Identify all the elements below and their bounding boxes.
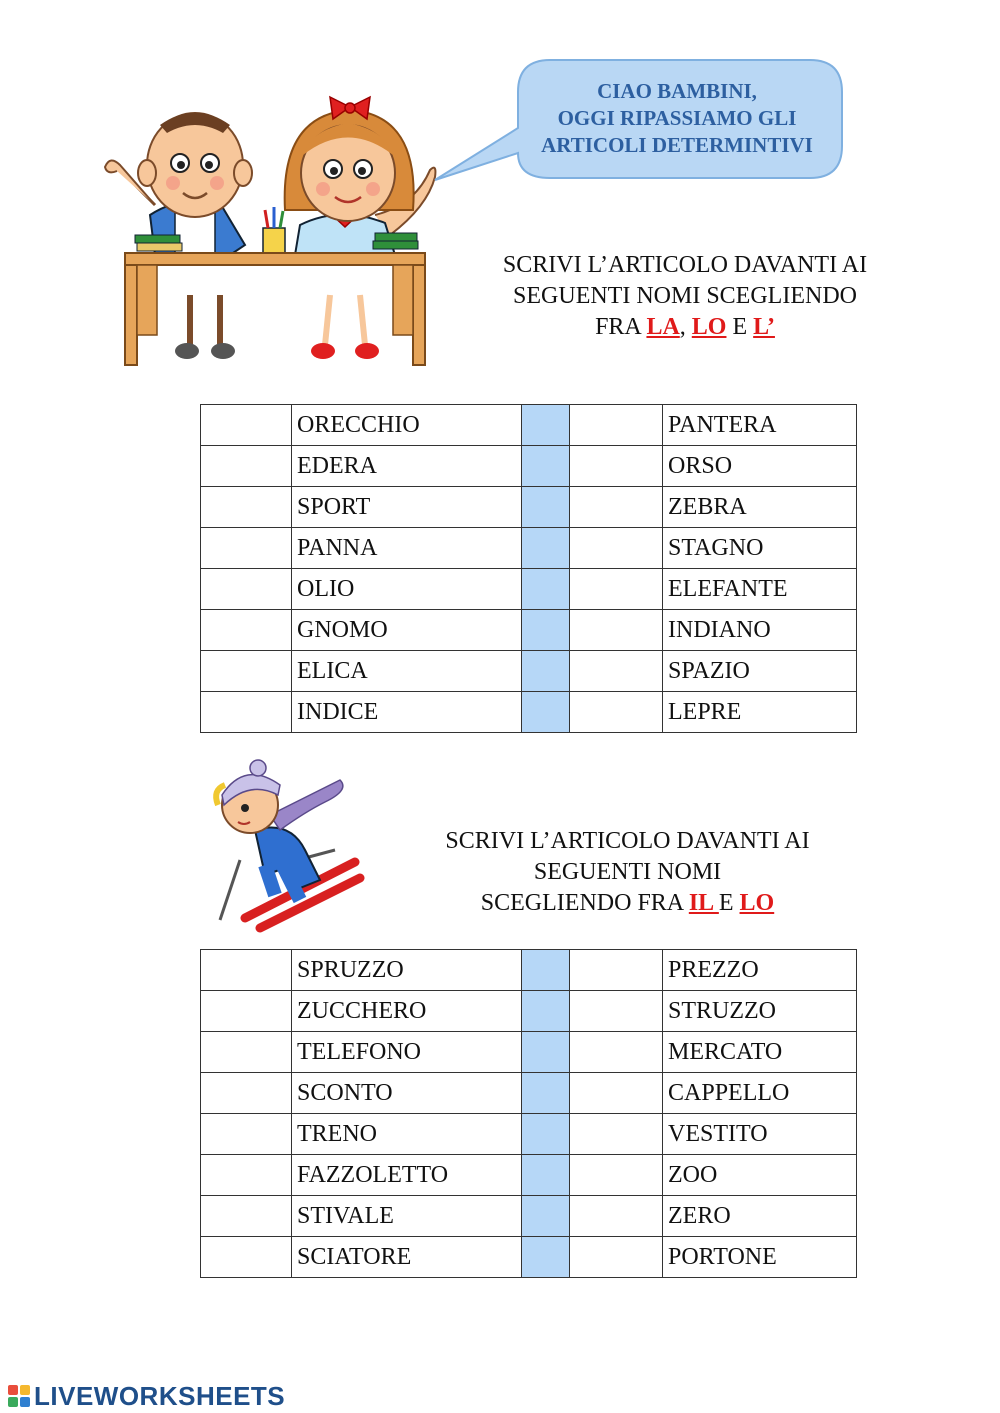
noun-right: PREZZO [663, 950, 857, 991]
spacer-cell [522, 1196, 570, 1237]
noun-left: SPORT [292, 487, 522, 528]
answer-input-left[interactable] [201, 1114, 292, 1155]
spacer-cell [522, 1237, 570, 1278]
answer-input-right[interactable] [570, 569, 663, 610]
noun-right: MERCATO [663, 1032, 857, 1073]
noun-right: INDIANO [663, 610, 857, 651]
noun-left: TRENO [292, 1114, 522, 1155]
spacer-cell [522, 991, 570, 1032]
table-row [201, 651, 857, 692]
answer-input-right[interactable] [570, 487, 663, 528]
noun-right: VESTITO [663, 1114, 857, 1155]
speech-line: OGGI RIPASSIAMO GLI [557, 106, 797, 130]
article-table-2 [200, 949, 857, 1278]
table-row [201, 487, 857, 528]
noun-left: ORECCHIO [292, 405, 522, 446]
answer-input-left[interactable] [201, 528, 292, 569]
instruction-1 [440, 250, 930, 343]
table-row [201, 1196, 857, 1237]
spacer-cell [522, 1073, 570, 1114]
instruction-2 [400, 826, 855, 919]
table-row [201, 950, 857, 991]
spacer-cell [522, 1032, 570, 1073]
answer-input-left[interactable] [201, 1237, 292, 1278]
spacer-cell [522, 487, 570, 528]
separator: , [679, 314, 692, 340]
conjunction: E [726, 314, 754, 340]
noun-left: EDERA [292, 446, 522, 487]
table-row [201, 1237, 857, 1278]
answer-input-right[interactable] [570, 651, 663, 692]
logo-text: LIVEWORKSHEETS [34, 1380, 286, 1411]
spacer-cell [522, 651, 570, 692]
table-row [201, 1073, 857, 1114]
spacer-cell [522, 692, 570, 733]
answer-input-left[interactable] [201, 991, 292, 1032]
noun-left: STIVALE [292, 1196, 522, 1237]
table-row [201, 610, 857, 651]
answer-input-right[interactable] [570, 405, 663, 446]
noun-right: ZEBRA [663, 487, 857, 528]
noun-left: SCONTO [292, 1073, 522, 1114]
answer-input-left[interactable] [201, 1073, 292, 1114]
noun-left: FAZZOLETTO [292, 1155, 522, 1196]
answer-input-left[interactable] [201, 405, 292, 446]
answer-input-left[interactable] [201, 1155, 292, 1196]
answer-input-left[interactable] [201, 651, 292, 692]
skier-illustration [200, 750, 365, 935]
option-lo: LO [691, 314, 727, 340]
table-row [201, 446, 857, 487]
noun-left: SPRUZZO [292, 950, 522, 991]
answer-input-left[interactable] [201, 610, 292, 651]
noun-right: ZERO [663, 1196, 857, 1237]
table-row [201, 1032, 857, 1073]
answer-input-right[interactable] [570, 1196, 663, 1237]
table-row [201, 528, 857, 569]
speech-line: CIAO BAMBINI, [597, 79, 757, 103]
answer-input-right[interactable] [570, 610, 663, 651]
instruction-options-line [440, 312, 930, 343]
answer-input-left[interactable] [201, 446, 292, 487]
spacer-cell [522, 405, 570, 446]
table-row [201, 1114, 857, 1155]
noun-left: OLIO [292, 569, 522, 610]
table-row [201, 1155, 857, 1196]
conjunction: E [718, 890, 740, 916]
instruction-line: SCRIVI L’ARTICOLO DAVANTI AI [502, 252, 868, 278]
noun-right: PORTONE [663, 1237, 857, 1278]
answer-input-left[interactable] [201, 950, 292, 991]
spacer-cell [522, 1114, 570, 1155]
noun-right: ELEFANTE [663, 569, 857, 610]
kids-at-desk-illustration [95, 95, 445, 370]
liveworksheets-logo-icon [7, 1384, 31, 1408]
spacer-cell [522, 610, 570, 651]
answer-input-left[interactable] [201, 569, 292, 610]
spacer-cell [522, 446, 570, 487]
answer-input-left[interactable] [201, 487, 292, 528]
spacer-cell [522, 1155, 570, 1196]
answer-input-right[interactable] [570, 446, 663, 487]
table-row [201, 991, 857, 1032]
answer-input-right[interactable] [570, 1114, 663, 1155]
answer-input-left[interactable] [201, 1196, 292, 1237]
answer-input-right[interactable] [570, 692, 663, 733]
answer-input-left[interactable] [201, 692, 292, 733]
spacer-cell [522, 528, 570, 569]
answer-input-right[interactable] [570, 1073, 663, 1114]
noun-right: CAPPELLO [663, 1073, 857, 1114]
answer-input-right[interactable] [570, 1237, 663, 1278]
instruction-prefix: FRA [595, 314, 647, 340]
article-table-1 [200, 404, 857, 733]
footer-logo[interactable] [7, 1380, 285, 1412]
noun-left: GNOMO [292, 610, 522, 651]
answer-input-right[interactable] [570, 528, 663, 569]
option-lo: LO [739, 890, 775, 916]
answer-input-right[interactable] [570, 1155, 663, 1196]
instruction-line: SEGUENTI NOMI [533, 859, 722, 885]
answer-input-right[interactable] [570, 950, 663, 991]
noun-right: ZOO [663, 1155, 857, 1196]
noun-right: PANTERA [663, 405, 857, 446]
noun-right: SPAZIO [663, 651, 857, 692]
noun-right: ORSO [663, 446, 857, 487]
instruction-prefix: SCEGLIENDO FRA [480, 890, 689, 916]
instruction-line: SEGUENTI NOMI SCEGLIENDO [513, 283, 857, 309]
noun-right: STRUZZO [663, 991, 857, 1032]
table-row [201, 692, 857, 733]
answer-input-left[interactable] [201, 1032, 292, 1073]
noun-right: LEPRE [663, 692, 857, 733]
noun-left: SCIATORE [292, 1237, 522, 1278]
table-row [201, 405, 857, 446]
option-la: LA [646, 314, 680, 340]
speech-line: ARTICOLI DETERMINTIVI [541, 133, 813, 157]
answer-input-right[interactable] [570, 991, 663, 1032]
table-row [201, 569, 857, 610]
spacer-cell [522, 569, 570, 610]
spacer-cell [522, 950, 570, 991]
answer-input-right[interactable] [570, 1032, 663, 1073]
speech-bubble-text [512, 78, 842, 159]
instruction-options-line [400, 888, 855, 919]
noun-left: INDICE [292, 692, 522, 733]
noun-left: ELICA [292, 651, 522, 692]
option-il: IL [688, 890, 719, 916]
noun-left: TELEFONO [292, 1032, 522, 1073]
instruction-line: SCRIVI L’ARTICOLO DAVANTI AI [445, 828, 810, 854]
noun-right: STAGNO [663, 528, 857, 569]
noun-left: PANNA [292, 528, 522, 569]
option-l-apostrophe: L’ [753, 314, 775, 340]
noun-left: ZUCCHERO [292, 991, 522, 1032]
